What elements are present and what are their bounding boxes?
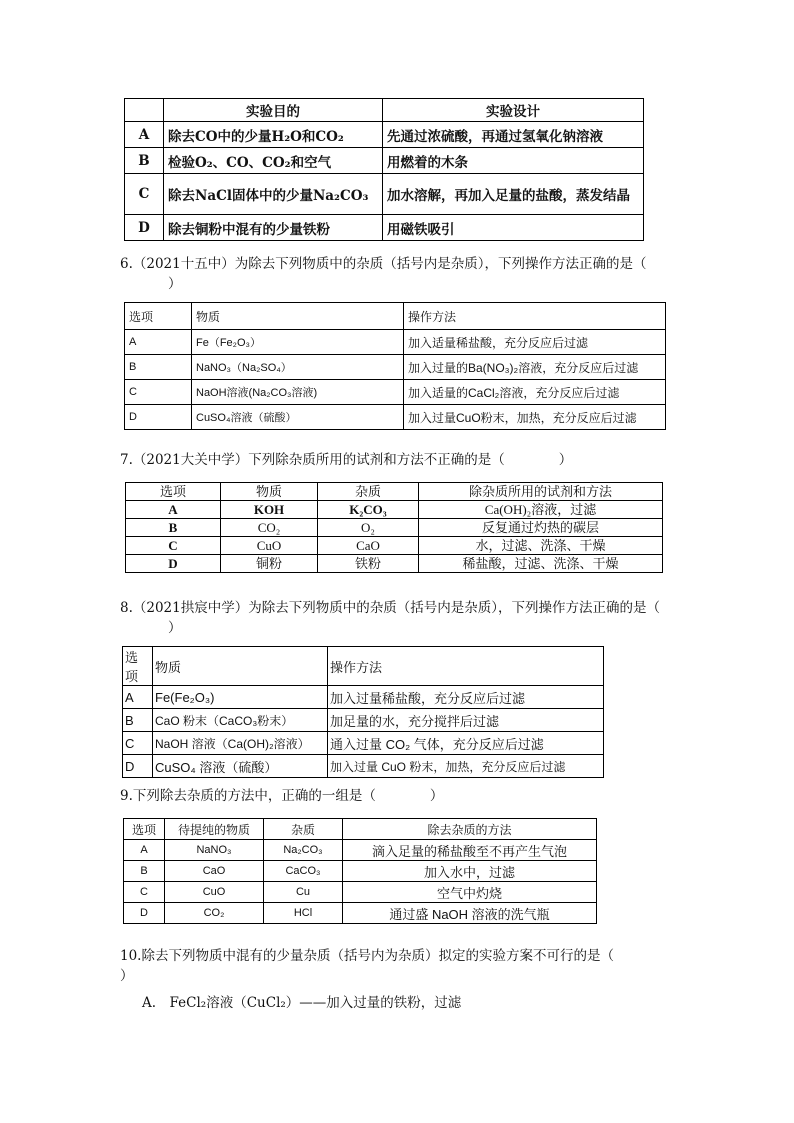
option-cell: C	[123, 732, 153, 755]
substance-cell: NaNO₃	[165, 840, 264, 861]
method-cell: 通过盛 NaOH 溶液的洗气瓶	[343, 903, 597, 924]
table-row	[123, 732, 604, 755]
question-8	[120, 598, 680, 638]
option-cell: A	[124, 840, 165, 861]
table-row	[126, 501, 663, 519]
method-cell: 通入过量 CO₂ 气体，充分反应后过滤	[328, 732, 604, 755]
question-10-option-a: A. FeCl₂溶液（CuCl₂）——加入过量的铁粉，过滤	[142, 995, 462, 1011]
header-cell: 除去杂质的方法	[343, 819, 597, 840]
header-cell: 选项	[123, 647, 153, 686]
table-header-row	[123, 647, 604, 686]
table-header-row	[125, 99, 644, 122]
header-cell: 除杂质所用的试剂和方法	[419, 483, 663, 501]
substance-cell: Fe（Fe₂O₃）	[192, 330, 404, 355]
impurity-cell: K₂CO₃	[318, 501, 419, 519]
header-cell: 物质	[153, 647, 328, 686]
table-row	[125, 380, 666, 405]
substance-cell: NaOH 溶液（Ca(OH)₂溶液）	[153, 732, 328, 755]
table-row	[125, 215, 644, 241]
header-cell: 选项	[125, 303, 192, 330]
table-row	[124, 840, 597, 861]
table-row	[125, 405, 666, 430]
answer-bracket: ）	[168, 620, 182, 636]
impurity-cell: 铁粉	[318, 555, 419, 573]
method-cell: 加入过量的Ba(NO₃)₂溶液，充分反应后过滤	[404, 355, 666, 380]
option-cell: D	[124, 903, 165, 924]
header-cell: 杂质	[264, 819, 343, 840]
method-cell: 滴入足量的稀盐酸至不再产生气泡	[343, 840, 597, 861]
table-row	[126, 519, 663, 537]
purpose-cell: 除去铜粉中混有的少量铁粉	[164, 215, 383, 241]
impurity-cell: O₂	[318, 519, 419, 537]
substance-cell: CO₂	[221, 519, 318, 537]
design-cell: 先通过浓硫酸，再通过氢氧化钠溶液	[383, 122, 644, 148]
header-cell: 物质	[221, 483, 318, 501]
option-cell: A	[126, 501, 221, 519]
header-cell	[125, 99, 164, 122]
substance-cell: KOH	[221, 501, 318, 519]
table-q9	[123, 818, 597, 924]
table-q6	[124, 302, 666, 430]
table-row	[124, 903, 597, 924]
question-text: 6.（2021十五中）为除去下列物质中的杂质（括号内是杂质），下列操作方法正确的是（	[120, 256, 647, 272]
option-cell: C	[126, 537, 221, 555]
method-cell: 加入水中，过滤	[343, 861, 597, 882]
table-row	[125, 148, 644, 174]
header-cell: 杂质	[318, 483, 419, 501]
method-cell: 空气中灼烧	[343, 882, 597, 903]
impurity-cell: Na₂CO₃	[264, 840, 343, 861]
impurity-cell: Cu	[264, 882, 343, 903]
option-cell: B	[123, 709, 153, 732]
table-row	[125, 122, 644, 148]
method-cell: 水，过滤、洗涤、干燥	[419, 537, 663, 555]
table-q8	[122, 646, 604, 778]
impurity-cell: CaO	[318, 537, 419, 555]
table-header-row	[125, 303, 666, 330]
table-experiment-design	[124, 98, 644, 241]
substance-cell: Fe(Fe₂O₃)	[153, 686, 328, 709]
table-header-row	[126, 483, 663, 501]
table-q7	[125, 482, 663, 573]
method-cell: 稀盐酸，过滤、洗涤、干燥	[419, 555, 663, 573]
option-cell: A	[125, 330, 192, 355]
method-cell: 加入适量的CaCl₂溶液，充分反应后过滤	[404, 380, 666, 405]
option-cell: B	[126, 519, 221, 537]
purpose-cell: 除去CO中的少量H₂O和CO₂	[164, 122, 383, 148]
design-cell: 用燃着的木条	[383, 148, 644, 174]
substance-cell: CuSO₄溶液（硫酸）	[192, 405, 404, 430]
method-cell: 反复通过灼热的碳层	[419, 519, 663, 537]
method-cell: 加入过量稀盐酸，充分反应后过滤	[328, 686, 604, 709]
header-cell: 选项	[126, 483, 221, 501]
option-cell: B	[125, 148, 164, 174]
impurity-cell: CaCO₃	[264, 861, 343, 882]
option-cell: D	[125, 215, 164, 241]
option-cell: A	[125, 122, 164, 148]
substance-cell: NaOH溶液(Na₂CO₃溶液)	[192, 380, 404, 405]
question-7	[120, 450, 680, 470]
table-row	[124, 861, 597, 882]
table-header-row	[124, 819, 597, 840]
method-cell: 加入适量稀盐酸，充分反应后过滤	[404, 330, 666, 355]
substance-cell: CaO	[165, 861, 264, 882]
table-row	[126, 537, 663, 555]
substance-cell: CuSO₄ 溶液（硫酸）	[153, 755, 328, 778]
substance-cell: 铜粉	[221, 555, 318, 573]
table-row	[123, 686, 604, 709]
method-cell: 加足量的水，充分搅拌后过滤	[328, 709, 604, 732]
question-text: 7.（2021大关中学）下列除杂质所用的试剂和方法不正确的是（ ）	[120, 452, 573, 468]
method-cell: 加入过量CuO粉末，加热，充分反应后过滤	[404, 405, 666, 430]
header-cell: 操作方法	[404, 303, 666, 330]
design-cell: 用磁铁吸引	[383, 215, 644, 241]
table-row	[123, 755, 604, 778]
question-6	[120, 254, 680, 294]
header-cell: 物质	[192, 303, 404, 330]
question-text: 9.下列除去杂质的方法中，正确的一组是（ ）	[120, 788, 444, 804]
option-cell: C	[125, 174, 164, 215]
answer-bracket: ）	[168, 276, 182, 292]
answer-bracket: ）	[120, 968, 134, 984]
substance-cell: CuO	[221, 537, 318, 555]
table-row	[125, 330, 666, 355]
purpose-cell: 除去NaCl固体中的少量Na₂CO₃	[164, 174, 383, 215]
table-row	[124, 882, 597, 903]
table-row	[126, 555, 663, 573]
header-cell: 实验目的	[164, 99, 383, 122]
header-cell: 待提纯的物质	[165, 819, 264, 840]
impurity-cell: HCl	[264, 903, 343, 924]
question-9	[120, 786, 680, 806]
design-cell: 加水溶解，再加入足量的盐酸，蒸发结晶	[383, 174, 644, 215]
option-cell: C	[125, 380, 192, 405]
table-row	[123, 709, 604, 732]
header-cell: 实验设计	[383, 99, 644, 122]
substance-cell: CO₂	[165, 903, 264, 924]
question-text: 10.除去下列物质中混有的少量杂质（括号内为杂质）拟定的实验方案不可行的是（	[120, 948, 614, 964]
table-row	[125, 174, 644, 215]
method-cell: Ca(OH)₂溶液，过滤	[419, 501, 663, 519]
option-cell: D	[125, 405, 192, 430]
option-cell: D	[123, 755, 153, 778]
question-text: 8.（2021拱宸中学）为除去下列物质中的杂质（括号内是杂质），下列操作方法正确的是（	[120, 600, 660, 616]
question-10	[120, 946, 680, 986]
method-cell: 加入过量 CuO 粉末，加热，充分反应后过滤	[328, 755, 604, 778]
substance-cell: NaNO₃（Na₂SO₄）	[192, 355, 404, 380]
substance-cell: CaO 粉末（CaCO₃粉末）	[153, 709, 328, 732]
option-cell: B	[125, 355, 192, 380]
substance-cell: CuO	[165, 882, 264, 903]
table-row	[125, 355, 666, 380]
header-cell: 选项	[124, 819, 165, 840]
option-cell: C	[124, 882, 165, 903]
purpose-cell: 检验O₂、CO、CO₂和空气	[164, 148, 383, 174]
header-cell: 操作方法	[328, 647, 604, 686]
option-cell: A	[123, 686, 153, 709]
option-cell: D	[126, 555, 221, 573]
option-cell: B	[124, 861, 165, 882]
